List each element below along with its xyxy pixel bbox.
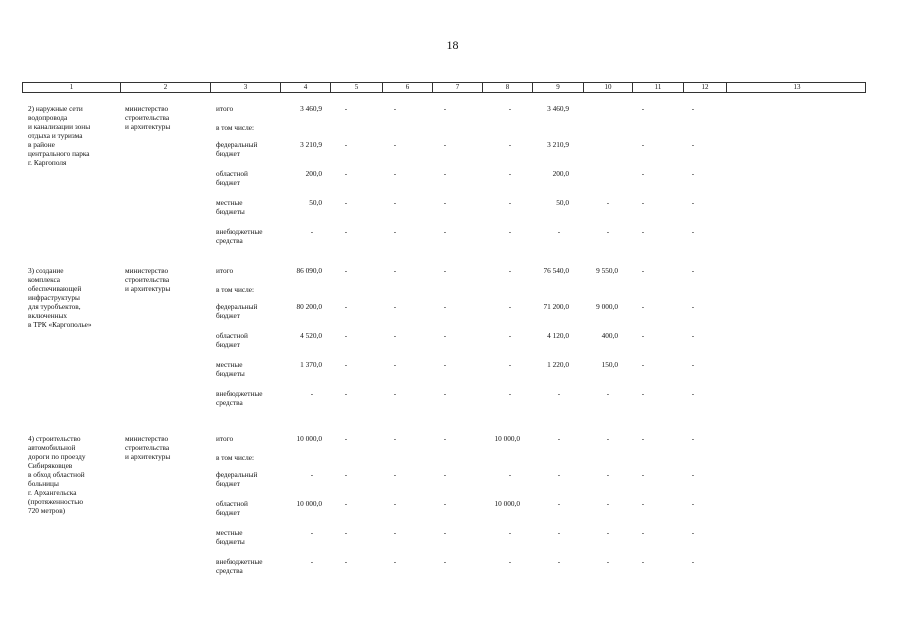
empty-cell-dash: - [344, 169, 348, 178]
empty-cell-dash: - [641, 331, 645, 340]
empty-cell-dash: - [691, 266, 695, 275]
empty-cell-dash: - [393, 302, 397, 311]
amount-cell: 200,0 [552, 169, 569, 178]
funding-source-label: итого [216, 104, 234, 113]
empty-cell-dash: - [344, 470, 348, 479]
amount-cell: 3 460,9 [300, 104, 322, 113]
executor-name: министерство строительства и архитектуры [125, 104, 171, 131]
empty-cell-dash: - [508, 140, 512, 149]
empty-cell-dash: - [508, 302, 512, 311]
column-number-5: 5 [330, 83, 382, 92]
funding-source-label: местные бюджеты [216, 528, 245, 546]
funding-source-label: внебюджетные средства [216, 227, 263, 245]
empty-cell-dash: - [344, 557, 348, 566]
column-number-11: 11 [632, 83, 683, 92]
amount-cell: 76 540,0 [543, 266, 569, 275]
funding-source-label: в том числе: [216, 453, 255, 462]
empty-cell-dash: - [443, 331, 447, 340]
empty-cell-dash: - [641, 227, 645, 236]
empty-cell-dash: - [443, 140, 447, 149]
empty-cell-dash: - [443, 499, 447, 508]
empty-cell-dash: - [508, 528, 512, 537]
empty-cell-dash: - [691, 434, 695, 443]
empty-cell-dash: - [344, 331, 348, 340]
empty-cell-dash: - [691, 227, 695, 236]
empty-cell-dash: - [393, 434, 397, 443]
funding-source-label: областной бюджет [216, 169, 248, 187]
amount-cell: 71 200,0 [543, 302, 569, 311]
empty-cell-dash: - [344, 389, 348, 398]
empty-cell-dash: - [443, 434, 447, 443]
empty-cell-dash: - [691, 169, 695, 178]
empty-cell-dash: - [508, 198, 512, 207]
empty-cell-dash: - [344, 266, 348, 275]
amount-cell: 150,0 [601, 360, 618, 369]
empty-cell-dash: - [606, 434, 610, 443]
funding-source-label: областной бюджет [216, 331, 248, 349]
empty-cell-dash: - [443, 302, 447, 311]
funding-source-label: федеральный бюджет [216, 302, 258, 320]
funding-source-label: в том числе: [216, 123, 255, 132]
amount-cell: 50,0 [556, 198, 569, 207]
empty-cell-dash: - [393, 198, 397, 207]
empty-cell-dash: - [641, 470, 645, 479]
empty-cell-dash: - [393, 360, 397, 369]
empty-cell-dash: - [606, 557, 610, 566]
empty-cell-dash: - [443, 528, 447, 537]
column-number-12: 12 [683, 83, 726, 92]
empty-cell-dash: - [641, 557, 645, 566]
empty-cell-dash: - [691, 104, 695, 113]
measure-name: 4) строительство автомобильной дороги по проезду Сибиряковцев в обход областной больницы г. Архангельска (протяженностью 720 метров) [28, 434, 86, 515]
empty-cell-dash: - [443, 266, 447, 275]
amount-cell: 400,0 [601, 331, 618, 340]
empty-cell-dash: - [344, 227, 348, 236]
empty-cell-dash: - [344, 302, 348, 311]
funding-source-label: федеральный бюджет [216, 140, 258, 158]
column-number-2: 2 [120, 83, 210, 92]
empty-cell-dash: - [641, 198, 645, 207]
empty-cell-dash: - [508, 266, 512, 275]
empty-cell-dash: - [344, 140, 348, 149]
empty-cell-dash: - [557, 389, 561, 398]
empty-cell-dash: - [443, 227, 447, 236]
empty-cell-dash: - [691, 528, 695, 537]
column-number-3: 3 [210, 83, 280, 92]
empty-cell-dash: - [641, 302, 645, 311]
funding-source-label: внебюджетные средства [216, 557, 263, 575]
measure-name: 3) создание комплекса обеспечивающей инфраструктуры для туробъектов, включенных в ТРК «Каргополье» [28, 266, 92, 329]
funding-source-label: областной бюджет [216, 499, 248, 517]
empty-cell-dash: - [344, 434, 348, 443]
empty-cell-dash: - [641, 499, 645, 508]
column-number-13: 13 [726, 83, 867, 92]
empty-cell-dash: - [557, 434, 561, 443]
empty-cell-dash: - [691, 302, 695, 311]
empty-cell-dash: - [508, 104, 512, 113]
empty-cell-dash: - [691, 360, 695, 369]
empty-cell-dash: - [443, 360, 447, 369]
empty-cell-dash: - [606, 470, 610, 479]
amount-cell: 1 370,0 [300, 360, 322, 369]
empty-cell-dash: - [557, 557, 561, 566]
empty-cell-dash: - [393, 499, 397, 508]
empty-cell-dash: - [641, 140, 645, 149]
column-number-6: 6 [382, 83, 432, 92]
empty-cell-dash: - [443, 198, 447, 207]
empty-cell-dash: - [641, 266, 645, 275]
empty-cell-dash: - [641, 360, 645, 369]
empty-cell-dash: - [508, 557, 512, 566]
empty-cell-dash: - [508, 331, 512, 340]
empty-cell-dash: - [310, 528, 314, 537]
empty-cell-dash: - [557, 470, 561, 479]
empty-cell-dash: - [557, 499, 561, 508]
empty-cell-dash: - [606, 528, 610, 537]
empty-cell-dash: - [393, 470, 397, 479]
empty-cell-dash: - [691, 470, 695, 479]
amount-cell: 50,0 [309, 198, 322, 207]
empty-cell-dash: - [606, 198, 610, 207]
funding-source-label: внебюджетные средства [216, 389, 263, 407]
amount-cell: 1 220,0 [547, 360, 569, 369]
empty-cell-dash: - [393, 140, 397, 149]
empty-cell-dash: - [606, 499, 610, 508]
page-number: 18 [446, 38, 459, 52]
empty-cell-dash: - [344, 499, 348, 508]
empty-cell-dash: - [691, 499, 695, 508]
empty-cell-dash: - [310, 227, 314, 236]
empty-cell-dash: - [508, 227, 512, 236]
empty-cell-dash: - [344, 104, 348, 113]
empty-cell-dash: - [344, 198, 348, 207]
amount-cell: 86 090,0 [296, 266, 322, 275]
funding-source-label: местные бюджеты [216, 360, 245, 378]
amount-cell: 3 210,9 [547, 140, 569, 149]
empty-cell-dash: - [393, 104, 397, 113]
amount-cell: 3 460,9 [547, 104, 569, 113]
funding-source-label: в том числе: [216, 285, 255, 294]
funding-source-label: итого [216, 266, 234, 275]
empty-cell-dash: - [691, 140, 695, 149]
empty-cell-dash: - [393, 389, 397, 398]
empty-cell-dash: - [393, 169, 397, 178]
empty-cell-dash: - [393, 528, 397, 537]
amount-cell: 3 210,9 [300, 140, 322, 149]
amount-cell: 9 550,0 [596, 266, 618, 275]
empty-cell-dash: - [443, 389, 447, 398]
empty-cell-dash: - [557, 528, 561, 537]
executor-name: министерство строительства и архитектуры [125, 266, 171, 293]
empty-cell-dash: - [508, 169, 512, 178]
amount-cell: 4 120,0 [547, 331, 569, 340]
empty-cell-dash: - [691, 198, 695, 207]
empty-cell-dash: - [310, 389, 314, 398]
amount-cell: 4 520,0 [300, 331, 322, 340]
empty-cell-dash: - [443, 557, 447, 566]
empty-cell-dash: - [691, 331, 695, 340]
amount-cell: 10 000,0 [494, 499, 520, 508]
empty-cell-dash: - [310, 557, 314, 566]
column-number-8: 8 [482, 83, 532, 92]
empty-cell-dash: - [310, 470, 314, 479]
amount-cell: 80 200,0 [296, 302, 322, 311]
empty-cell-dash: - [393, 557, 397, 566]
empty-cell-dash: - [641, 104, 645, 113]
empty-cell-dash: - [641, 389, 645, 398]
empty-cell-dash: - [606, 227, 610, 236]
empty-cell-dash: - [393, 227, 397, 236]
empty-cell-dash: - [508, 360, 512, 369]
empty-cell-dash: - [641, 528, 645, 537]
empty-cell-dash: - [443, 470, 447, 479]
empty-cell-dash: - [606, 389, 610, 398]
empty-cell-dash: - [508, 389, 512, 398]
column-number-4: 4 [280, 83, 330, 92]
column-number-10: 10 [583, 83, 632, 92]
empty-cell-dash: - [641, 169, 645, 178]
empty-cell-dash: - [691, 557, 695, 566]
empty-cell-dash: - [443, 169, 447, 178]
amount-cell: 9 000,0 [596, 302, 618, 311]
amount-cell: 10 000,0 [494, 434, 520, 443]
column-number-9: 9 [532, 83, 583, 92]
empty-cell-dash: - [344, 360, 348, 369]
amount-cell: 200,0 [305, 169, 322, 178]
column-number-1: 1 [69, 83, 74, 91]
column-number-header [22, 82, 866, 93]
empty-cell-dash: - [443, 104, 447, 113]
empty-cell-dash: - [557, 227, 561, 236]
column-number-7: 7 [432, 83, 482, 92]
amount-cell: 10 000,0 [296, 499, 322, 508]
executor-name: министерство строительства и архитектуры [125, 434, 171, 461]
funding-source-label: итого [216, 434, 234, 443]
empty-cell-dash: - [393, 331, 397, 340]
empty-cell-dash: - [691, 389, 695, 398]
empty-cell-dash: - [508, 470, 512, 479]
funding-source-label: федеральный бюджет [216, 470, 258, 488]
funding-source-label: местные бюджеты [216, 198, 245, 216]
empty-cell-dash: - [344, 528, 348, 537]
measure-name: 2) наружные сети водопровода и канализации зоны отдыха и туризма в районе центрального парка г. Каргополя [28, 104, 91, 167]
empty-cell-dash: - [393, 266, 397, 275]
amount-cell: 10 000,0 [296, 434, 322, 443]
empty-cell-dash: - [641, 434, 645, 443]
